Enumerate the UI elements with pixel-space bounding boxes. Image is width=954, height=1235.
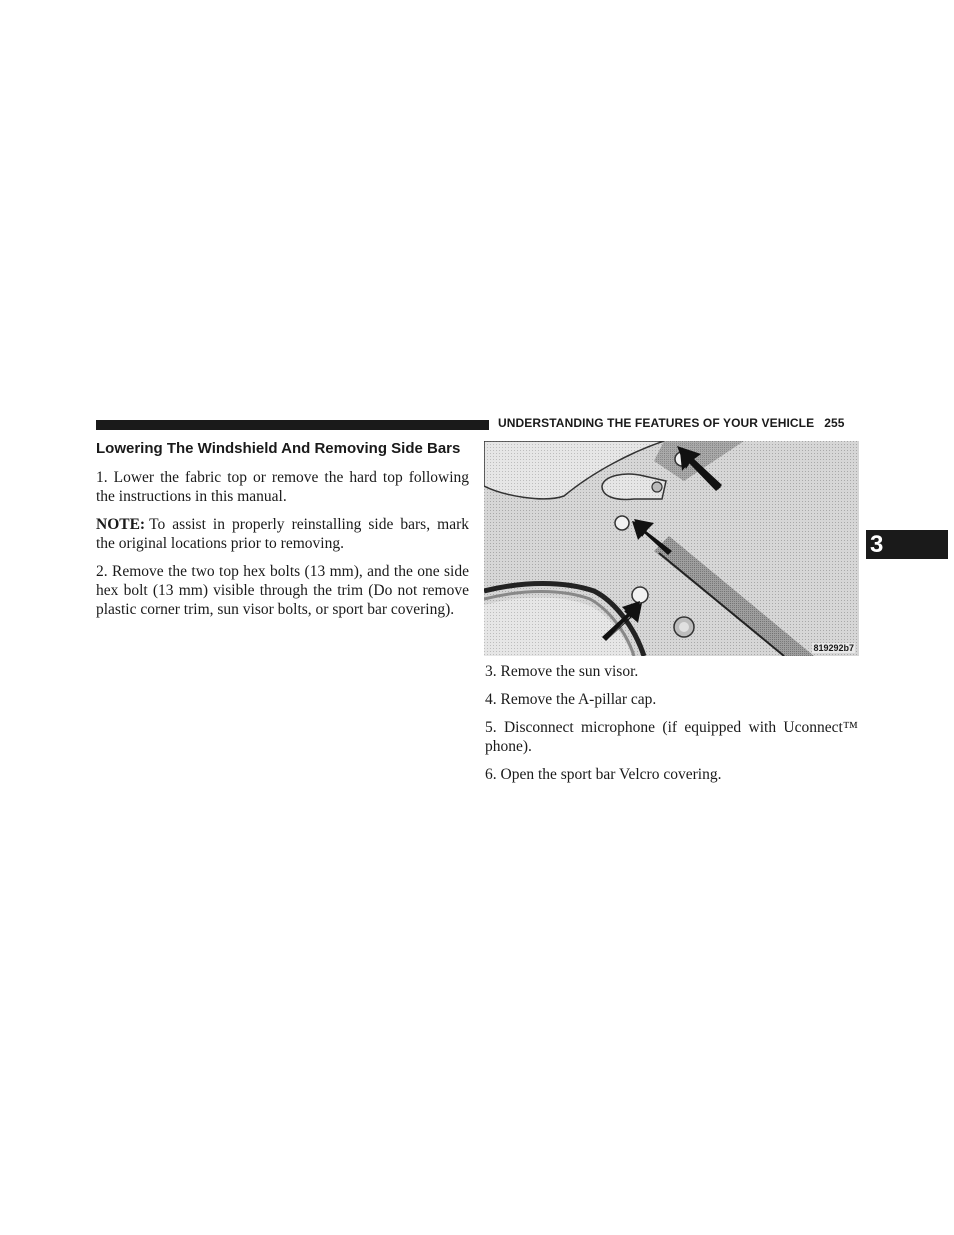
left-column (96, 439, 469, 628)
step-5: 5. Disconnect microphone (if equipped with Uconnect™ phone). (485, 719, 858, 755)
note-text: To assist in properly reinstalling side bars, mark the original locations prior to removing. (96, 516, 469, 552)
figure-code: 819292b7 (813, 643, 854, 653)
page-number: 255 (824, 416, 845, 430)
header-rule (96, 420, 489, 430)
note-paragraph (96, 515, 469, 553)
step-6: 6. Open the sport bar Velcro covering. (485, 766, 722, 783)
step-4: 4. Remove the A-pillar cap. (485, 691, 657, 708)
windshield-bolts-illustration (484, 441, 859, 656)
chapter-tab[interactable]: 3 (866, 530, 948, 559)
note-label: NOTE: (96, 516, 146, 533)
step-2: 2. Remove the two top hex bolts (13 mm), and the one side hex bolt (13 mm) visible through the trim (Do not remove plastic corner trim, sun visor bolts, or sport bar covering). (96, 563, 469, 618)
step-1: 1. Lower the fabric top or remove the hard top following the instructions in this manual. (96, 469, 469, 505)
right-column (485, 662, 858, 793)
section-title: Lowering The Windshield And Removing Side Bars (96, 440, 461, 457)
header-section-title: UNDERSTANDING THE FEATURES OF YOUR VEHICLE (498, 416, 815, 430)
running-header (498, 416, 858, 430)
step-3: 3. Remove the sun visor. (485, 663, 639, 680)
